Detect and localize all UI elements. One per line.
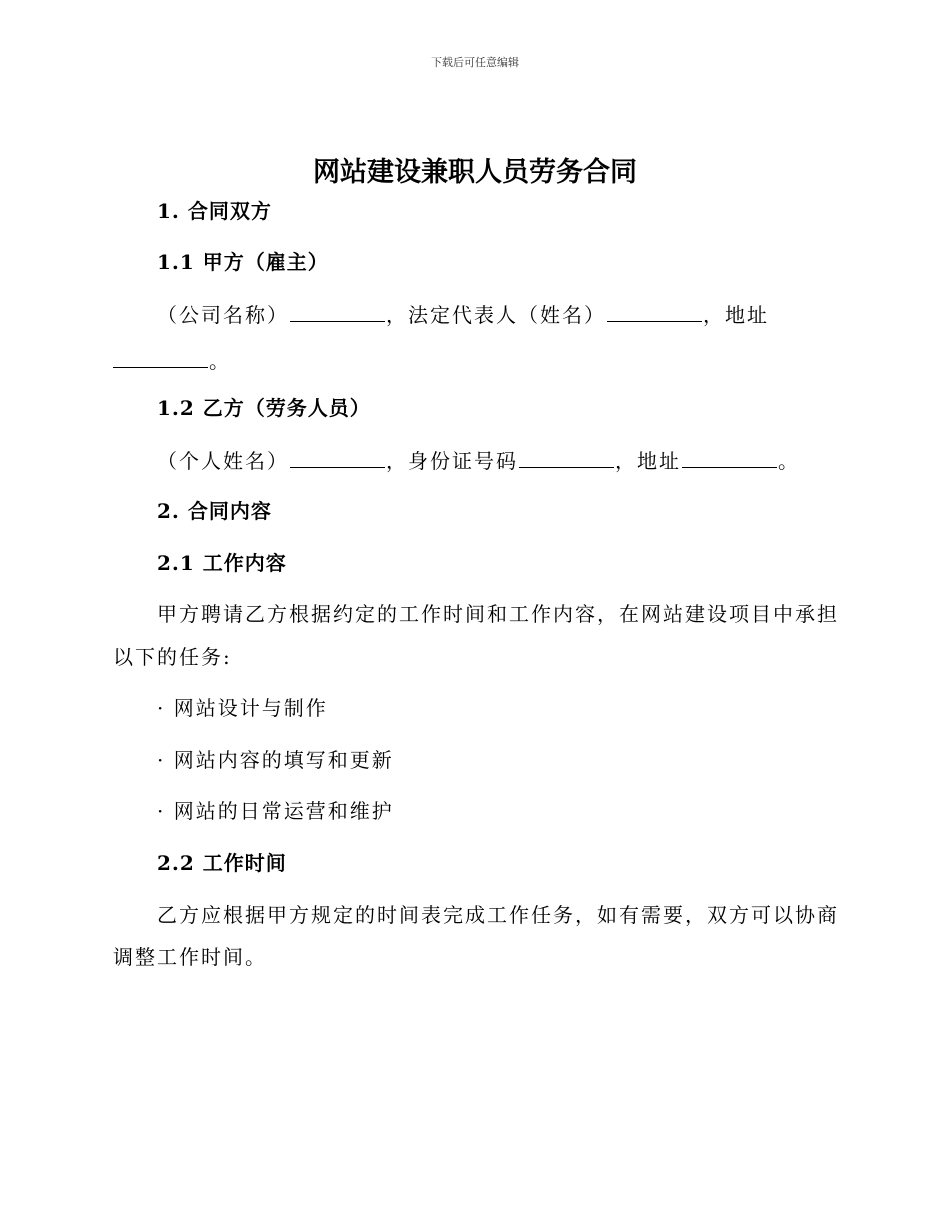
work-time-para-line-2: 调整工作时间。: [113, 945, 267, 969]
party-b-heading: 1.2 乙方（劳务人员）: [157, 396, 371, 420]
id-number-blank: [519, 445, 614, 468]
party-b-address-label: ，地址: [615, 449, 681, 473]
party-b-address-blank: [682, 445, 777, 468]
header-note: 下载后可任意编辑: [431, 56, 519, 69]
party-b-line: [157, 445, 800, 476]
personal-name-blank: [290, 445, 385, 468]
legal-rep-label: ，法定代表人（姓名）: [386, 303, 606, 327]
work-content-para-line-1: 甲方聘请乙方根据约定的工作时间和工作内容，在网站建设项目中承担: [157, 602, 839, 626]
section-1-heading: 1. 合同双方: [157, 199, 272, 223]
party-a-line-1: [157, 299, 769, 330]
personal-name-label: （个人姓名）: [157, 449, 289, 473]
work-time-heading: 2.2 工作时间: [157, 851, 287, 875]
list-item: · 网站的日常运营和维护: [157, 799, 394, 823]
work-content-para-line-2: 以下的任务:: [113, 645, 232, 669]
work-time-para-line-1: 乙方应根据甲方规定的时间表完成工作任务，如有需要，双方可以协商: [157, 903, 839, 927]
party-a-line-2: [113, 345, 231, 376]
party-a-heading: 1.1 甲方（雇主）: [157, 250, 329, 274]
party-a-address-blank: [113, 345, 208, 368]
id-number-label: ，身份证号码: [386, 449, 518, 473]
party-b-end: 。: [778, 449, 800, 473]
legal-rep-blank: [607, 299, 702, 322]
list-item: · 网站设计与制作: [157, 696, 328, 720]
company-name-label: （公司名称）: [157, 303, 289, 327]
document-title: 网站建设兼职人员劳务合同: [313, 157, 637, 188]
section-2-heading: 2. 合同内容: [157, 499, 272, 523]
company-name-blank: [290, 299, 385, 322]
party-a-end: 。: [209, 349, 231, 373]
party-a-address-label: ，地址: [703, 303, 769, 327]
work-content-heading: 2.1 工作内容: [157, 551, 287, 575]
list-item: · 网站内容的填写和更新: [157, 748, 394, 772]
